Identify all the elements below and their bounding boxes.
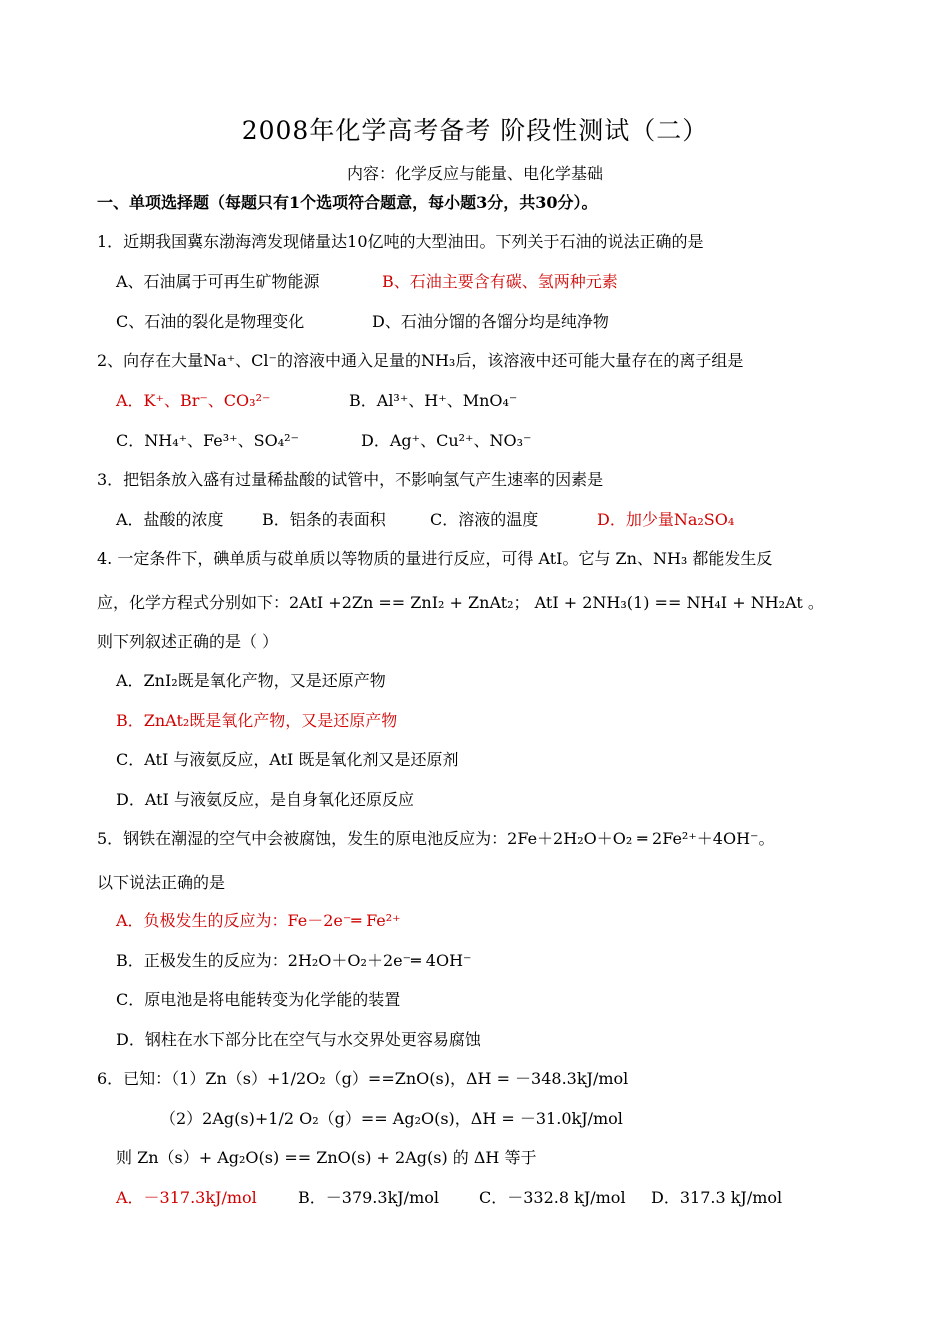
q3-stem: 3．把铝条放入盛有过量稀盐酸的试管中，不影响氢气产生速率的因素是	[97, 470, 604, 489]
q5-option-c: C．原电池是将电能转变为化学能的装置	[116, 990, 401, 1009]
q6-option-a: A．－317.3kJ/mol	[116, 1188, 257, 1207]
q6-option-d: D．317.3 kJ/mol	[651, 1188, 783, 1207]
q5-option-b: B．正极发生的反应为：2H₂O＋O₂＋2e⁻═ 4OH⁻	[116, 951, 472, 970]
q2-option-b: B．Al³⁺、H⁺、MnO₄⁻	[349, 391, 518, 410]
q4-option-b: B．ZnAt₂既是氧化产物，又是还原产物	[116, 711, 398, 730]
q2-option-a: A．K⁺、Br⁻、CO₃²⁻	[116, 391, 271, 410]
q3-option-d: D．加少量Na₂SO₄	[597, 510, 735, 529]
q1-option-c: C、石油的裂化是物理变化	[116, 312, 305, 331]
q6-stem-line3: 则 Zn（s）+ Ag₂O(s) == ZnO(s) + 2Ag(s) 的 ΔH 等于	[116, 1148, 537, 1167]
q2-option-d: D．Ag⁺、Cu²⁺、NO₃⁻	[361, 431, 532, 450]
q1-option-a: A、石油属于可再生矿物能源	[116, 272, 320, 291]
q4-stem-line2: 应，化学方程式分别如下：2AtI +2Zn == ZnI₂ + ZnAt₂； AtI + 2NH₃(1) == NH₄I + NH₂At 。	[97, 593, 824, 612]
q2-stem: 2、向存在大量Na⁺、Cl⁻的溶液中通入足量的NH₃后，该溶液中还可能大量存在的离子组是	[97, 351, 744, 370]
q4-stem-line1: 4. 一定条件下，碘单质与砹单质以等物质的量进行反应，可得 AtI。它与 Zn、NH₃ 都能发生反	[97, 549, 773, 568]
q4-stem-line3: 则下列叙述正确的是（ ）	[97, 632, 279, 651]
q2-option-c: C．NH₄⁺、Fe³⁺、SO₄²⁻	[116, 431, 299, 450]
q4-option-a: A．ZnI₂既是氧化产物，又是还原产物	[116, 671, 386, 690]
q5-stem-line2: 以下说法正确的是	[97, 873, 226, 892]
q5-stem-line1: 5．钢铁在潮湿的空气中会被腐蚀，发生的原电池反应为：2Fe＋2H₂O＋O₂ ═ 2Fe²⁺＋4OH⁻。	[97, 829, 775, 848]
q3-option-c: C．溶液的温度	[430, 510, 539, 529]
section-heading: 一、单项选择题（每题只有1个选项符合题意，每小题3分，共30分）。	[97, 193, 598, 212]
q6-stem-line2: （2）2Ag(s)+1/2 O₂（g）== Ag₂O(s)，ΔH = －31.0kJ/mol	[160, 1109, 623, 1128]
q4-option-c: C．AtI 与液氨反应，AtI 既是氧化剂又是还原剂	[116, 750, 459, 769]
q5-option-a: A．负极发生的反应为：Fe－2e⁻═ Fe²⁺	[116, 911, 401, 930]
q1-option-d: D、石油分馏的各馏分均是纯净物	[372, 312, 609, 331]
q5-option-d: D．钢柱在水下部分比在空气与水交界处更容易腐蚀	[116, 1030, 481, 1049]
q3-option-a: A．盐酸的浓度	[116, 510, 224, 529]
q4-option-d: D．AtI 与液氨反应，是自身氧化还原反应	[116, 790, 414, 809]
q1-stem: 1．近期我国冀东渤海湾发现储量达10亿吨的大型油田。下列关于石油的说法正确的是	[97, 232, 704, 251]
q6-option-b: B．－379.3kJ/mol	[298, 1188, 439, 1207]
q3-option-b: B．铝条的表面积	[262, 510, 386, 529]
page-title: 2008年化学高考备考 阶段性测试（二）	[241, 116, 709, 145]
page-subtitle: 内容：化学反应与能量、电化学基础	[346, 164, 603, 183]
q1-option-b: B、石油主要含有碳、氢两种元素	[382, 272, 618, 291]
q6-option-c: C．－332.8 kJ/mol	[479, 1188, 626, 1207]
q6-stem-line1: 6．已知：（1）Zn（s）+1/2O₂（g）==ZnO(s)，ΔH = －348.3kJ/mol	[97, 1069, 629, 1088]
